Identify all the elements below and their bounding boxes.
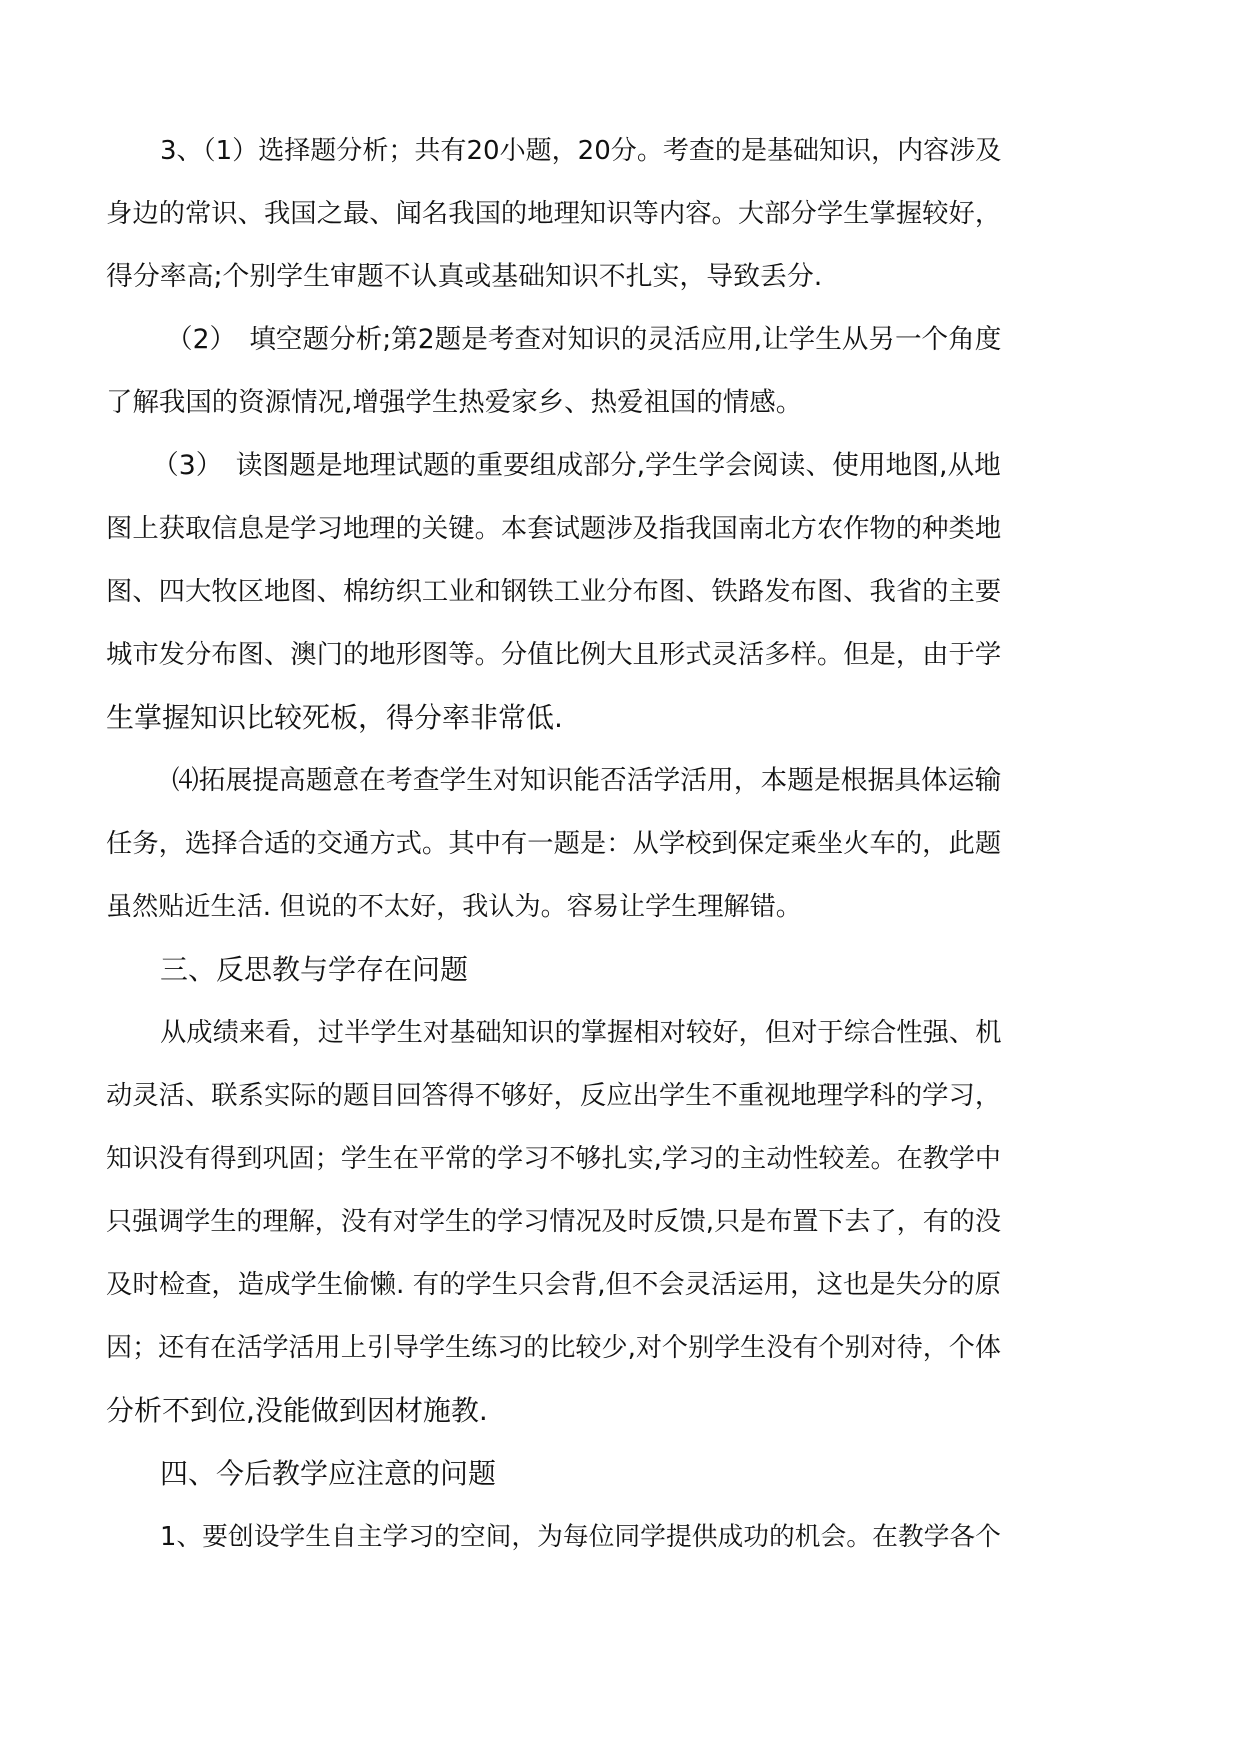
text-line: 只强调学生的理解，没有对学生的学习情况及时反馈,只是布置下去了，有的没 xyxy=(106,1207,1001,1237)
text-line: 任务，选择合适的交通方式。其中有一题是：从学校到保定乘坐火车的，此题 xyxy=(106,829,1002,859)
text-line: 得分率高;个别学生审题不认真或基础知识不扎实，导致丢分. xyxy=(106,261,823,292)
text-line: 了解我国的资源情况,增强学生热爱家乡、热爱祖国的情感。 xyxy=(106,387,803,418)
section-heading: 三、反思教与学存在问题 xyxy=(160,953,469,986)
text-line: 知识没有得到巩固；学生在平常的学习不够扎实,学习的主动性较差。在教学中 xyxy=(106,1144,1001,1174)
text-line: 虽然贴近生活. 但说的不太好，我认为。容易让学生理解错。 xyxy=(106,892,802,922)
text-line: 身边的常识、我国之最、闻名我国的地理知识等内容。大部分学生掌握较好， xyxy=(106,199,1002,229)
text-line: ⑷拓展提高题意在考查学生对知识能否活学活用，本题是根据具体运输 xyxy=(172,765,1002,796)
text-line: 1、要创设学生自主学习的空间，为每位同学提供成功的机会。在教学各个 xyxy=(160,1522,1001,1552)
text-line: 生掌握知识比较死板，得分率非常低. xyxy=(106,701,563,734)
text-line: 城市发分布图、澳门的地形图等。分值比例大且形式灵活多样。但是，由于学 xyxy=(106,640,1002,670)
text-line: 图、四大牧区地图、棉纺织工业和钢铁工业分布图、铁路发布图、我省的主要 xyxy=(106,577,1002,607)
text-line: （2） 填空题分析;第2题是考查对知识的灵活应用,让学生从另一个角度 xyxy=(166,324,1002,355)
text-line: 图上获取信息是学习地理的关键。本套试题涉及指我国南北方农作物的种类地 xyxy=(106,514,1002,544)
text-line: 动灵活、联系实际的题目回答得不够好，反应出学生不重视地理学科的学习， xyxy=(106,1081,1002,1111)
text-line: （3） 读图题是地理试题的重要组成部分,学生学会阅读、使用地图,从地 xyxy=(152,450,1001,481)
text-line: 及时检查，造成学生偷懒. 有的学生只会背,但不会灵活运用，这也是失分的原 xyxy=(106,1270,1001,1300)
text-line: 分析不到位,没能做到因材施教. xyxy=(106,1394,488,1427)
text-line: 因；还有在活学活用上引导学生练习的比较少,对个别学生没有个别对待，个体 xyxy=(106,1333,1001,1363)
text-line: 3、（1）选择题分析；共有20小题，20分。考查的是基础知识，内容涉及 xyxy=(160,136,1002,166)
text-line: 从成绩来看，过半学生对基础知识的掌握相对较好，但对于综合性强、机 xyxy=(160,1018,1002,1048)
section-heading: 四、今后教学应注意的问题 xyxy=(160,1457,497,1490)
